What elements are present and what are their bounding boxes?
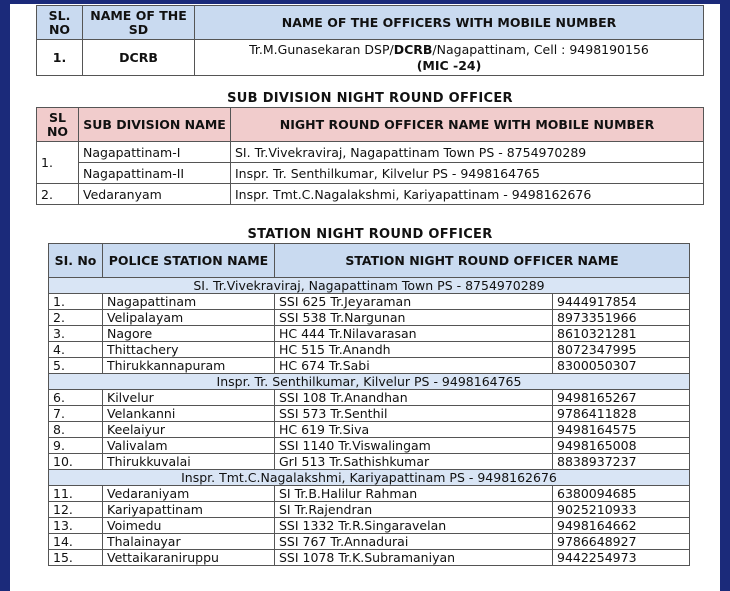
station-officer: HC 674 Tr.Sabi — [275, 358, 553, 374]
station-name: Nagore — [103, 326, 275, 342]
station-officer: SSI 538 Tr.Nargunan — [275, 310, 553, 326]
header-officers: NAME OF THE OFFICERS WITH MOBILE NUMBER — [195, 6, 704, 40]
station-mobile: 9498165267 — [553, 390, 690, 406]
station-officer: SSI 1332 Tr.R.Singaravelan — [275, 518, 553, 534]
table-row — [49, 406, 690, 422]
station-mobile: 9442254973 — [553, 550, 690, 566]
station-name: Thalainayar — [103, 534, 275, 550]
subdivision-table — [36, 107, 704, 205]
station-officer: SSI 108 Tr.Anandhan — [275, 390, 553, 406]
group-label: Inspr. Tr. Senthilkumar, Kilvelur PS - 9498164765 — [49, 374, 690, 390]
station-name: Valivalam — [103, 438, 275, 454]
station-officer: SSI 767 Tr.Annadurai — [275, 534, 553, 550]
station-name: Voimedu — [103, 518, 275, 534]
station-officer: SSI 1078 Tr.K.Subramaniyan — [275, 550, 553, 566]
station-officer: SSI 1140 Tr.Viswalingam — [275, 438, 553, 454]
station-officer: SSI 625 Tr.Jeyaraman — [275, 294, 553, 310]
header-sd-name: NAME OF THE SD — [83, 6, 195, 40]
subdivision-name: Nagapattinam-I — [79, 142, 231, 163]
subdivision-sl: 1. — [37, 142, 79, 184]
station-sl: 7. — [49, 406, 103, 422]
station-name: Thirukkannapuram — [103, 358, 275, 374]
page-border-right — [720, 0, 730, 591]
station-sl: 8. — [49, 422, 103, 438]
station-officer: SI Tr.B.Halilur Rahman — [275, 486, 553, 502]
table-row — [49, 550, 690, 566]
station-mobile: 8072347995 — [553, 342, 690, 358]
page-border-left — [0, 0, 10, 591]
header-station: POLICE STATION NAME — [103, 244, 275, 278]
station-officer: GrI 513 Tr.Sathishkumar — [275, 454, 553, 470]
station-sl: 12. — [49, 502, 103, 518]
station-sl: 4. — [49, 342, 103, 358]
station-sl: 5. — [49, 358, 103, 374]
subdivision-name: Vedaranyam — [79, 184, 231, 205]
station-sl: 6. — [49, 390, 103, 406]
station-name: Velipalayam — [103, 310, 275, 326]
station-mobile: 6380094685 — [553, 486, 690, 502]
subdivision-officer: Inspr. Tmt.C.Nagalakshmi, Kariyapattinam - 9498162676 — [231, 184, 704, 205]
header-sl: SI. No — [49, 244, 103, 278]
table-row — [49, 358, 690, 374]
subdivision-officer: Inspr. Tr. Senthilkumar, Kilvelur PS - 9498164765 — [231, 163, 704, 184]
station-mobile: 9786411828 — [553, 406, 690, 422]
header-sl: SL. NO — [37, 6, 83, 40]
row-sd: DCRB — [83, 40, 195, 76]
station-sl: 3. — [49, 326, 103, 342]
table-row — [49, 486, 690, 502]
station-sl: 1. — [49, 294, 103, 310]
header-station-officer: STATION NIGHT ROUND OFFICER NAME — [275, 244, 690, 278]
station-mobile: 9498164662 — [553, 518, 690, 534]
station-mobile: 8300050307 — [553, 358, 690, 374]
group-header-row — [49, 374, 690, 390]
station-sl: 9. — [49, 438, 103, 454]
station-sl: 2. — [49, 310, 103, 326]
station-name: Keelaiyur — [103, 422, 275, 438]
station-mobile: 9444917854 — [553, 294, 690, 310]
station-name: Vedaraniyam — [103, 486, 275, 502]
group-header-row — [49, 470, 690, 486]
sd-officers-table — [36, 5, 704, 76]
station-name: Kariyapattinam — [103, 502, 275, 518]
station-officer: SSI 573 Tr.Senthil — [275, 406, 553, 422]
station-section-title: STATION NIGHT ROUND OFFICER — [247, 227, 493, 242]
station-name: Thirukkuvalai — [103, 454, 275, 470]
subdivision-name: Nagapattinam-II — [79, 163, 231, 184]
station-sl: 14. — [49, 534, 103, 550]
table-row — [49, 326, 690, 342]
officer-unit: DCRB — [393, 41, 433, 57]
table-row — [49, 342, 690, 358]
row-sl: 1. — [37, 40, 83, 76]
table-row — [49, 390, 690, 406]
station-officer: SI Tr.Rajendran — [275, 502, 553, 518]
officer-prefix: Tr.M.Gunasekaran DSP/ — [249, 41, 394, 57]
table-row — [49, 438, 690, 454]
subdivision-sl: 2. — [37, 184, 79, 205]
station-sl: 13. — [49, 518, 103, 534]
table-row — [49, 502, 690, 518]
station-sl: 10. — [49, 454, 103, 470]
header-night-round-officer: NIGHT ROUND OFFICER NAME WITH MOBILE NUMBER — [231, 108, 704, 142]
station-officer: HC 444 Tr.Nilavarasan — [275, 326, 553, 342]
table-row — [49, 454, 690, 470]
group-label: SI. Tr.Vivekraviraj, Nagapattinam Town PS - 8754970289 — [49, 278, 690, 294]
table-row — [49, 534, 690, 550]
officer-suffix: /Nagapattinam, Cell : 9498190156 — [432, 41, 649, 57]
station-name: Vettaikaraniruppu — [103, 550, 275, 566]
station-mobile: 9025210933 — [553, 502, 690, 518]
station-mobile: 8973351966 — [553, 310, 690, 326]
table-row — [49, 518, 690, 534]
station-mobile: 8610321281 — [553, 326, 690, 342]
station-officer: HC 619 Tr.Siva — [275, 422, 553, 438]
group-header-row — [49, 278, 690, 294]
table-row — [49, 422, 690, 438]
station-mobile: 8838937237 — [553, 454, 690, 470]
row-officer — [195, 40, 704, 76]
subdivision-section-title: SUB DIVISION NIGHT ROUND OFFICER — [227, 91, 513, 106]
station-sl: 11. — [49, 486, 103, 502]
station-table-body — [49, 278, 690, 566]
officer-mic: (MIC -24) — [416, 57, 482, 73]
station-name: Thittachery — [103, 342, 275, 358]
station-mobile: 9498164575 — [553, 422, 690, 438]
table-row — [49, 294, 690, 310]
station-mobile: 9786648927 — [553, 534, 690, 550]
header-sl: SL NO — [37, 108, 79, 142]
header-subdivision: SUB DIVISION NAME — [79, 108, 231, 142]
station-sl: 15. — [49, 550, 103, 566]
table-row — [49, 310, 690, 326]
document-content — [14, 0, 716, 591]
station-table — [48, 243, 690, 566]
station-officer: HC 515 Tr.Anandh — [275, 342, 553, 358]
station-name: Nagapattinam — [103, 294, 275, 310]
subdivision-officer: SI. Tr.Vivekraviraj, Nagapattinam Town PS - 8754970289 — [231, 142, 704, 163]
station-mobile: 9498165008 — [553, 438, 690, 454]
station-name: Velankanni — [103, 406, 275, 422]
group-label: Inspr. Tmt.C.Nagalakshmi, Kariyapattinam PS - 9498162676 — [49, 470, 690, 486]
station-name: Kilvelur — [103, 390, 275, 406]
